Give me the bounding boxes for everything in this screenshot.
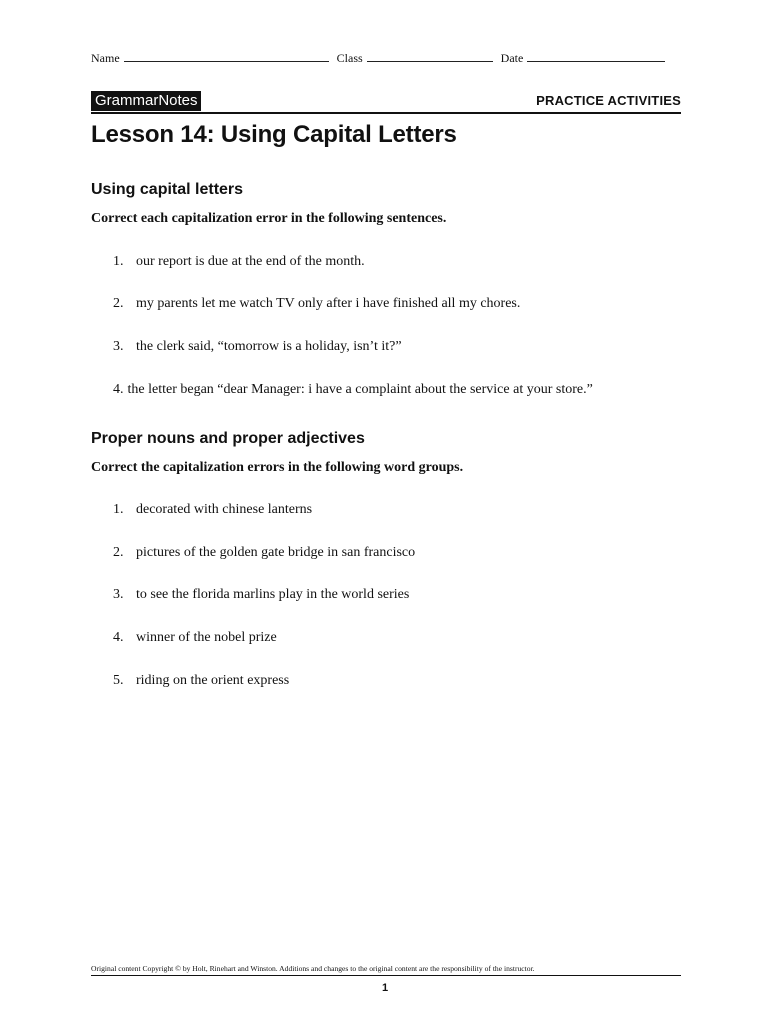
exercise-item (113, 254, 365, 270)
section-instruction: Correct each capitalization error in the following sentences. (91, 211, 447, 226)
section-instruction: Correct the capitalization errors in the following word groups. (91, 460, 464, 475)
exercise-item (113, 587, 409, 603)
grammar-notes-badge: GrammarNotes (91, 91, 201, 111)
student-info-row (91, 51, 681, 66)
item-number: 4. (113, 382, 124, 397)
exercise-item (113, 545, 415, 561)
exercise-item (113, 630, 277, 646)
item-number: 2. (113, 296, 124, 311)
page-number: 1 (381, 982, 389, 994)
item-text: to see the florida marlins play in the world series (136, 587, 410, 602)
section-heading-capital-letters: Using capital letters (91, 181, 244, 198)
item-number: 2. (113, 545, 124, 560)
item-number: 1. (113, 502, 124, 517)
item-number: 3. (113, 339, 124, 354)
item-text: riding on the orient express (136, 673, 290, 688)
header-bar (91, 90, 681, 114)
name-blank[interactable] (124, 51, 329, 62)
name-label: Name (91, 51, 120, 65)
item-text: the clerk said, “tomorrow is a holiday, isn’t it?” (136, 339, 402, 354)
date-blank[interactable] (527, 51, 665, 62)
class-blank[interactable] (367, 51, 493, 62)
practice-activities-label: PRACTICE ACTIVITIES (536, 93, 681, 108)
lesson-title: Lesson 14: Using Capital Letters (91, 121, 457, 148)
exercise-item (113, 673, 289, 689)
copyright-footer: Original content Copyright © by Holt, Rinehart and Winston. Additions and changes to the original content are the responsibility of the instructor. (91, 964, 681, 976)
date-label: Date (500, 51, 524, 65)
class-label: Class (336, 51, 363, 65)
item-text: decorated with chinese lanterns (136, 502, 313, 517)
exercise-item (113, 382, 593, 398)
section-heading-proper-nouns: Proper nouns and proper adjectives (91, 430, 365, 447)
item-text: winner of the nobel prize (136, 630, 277, 645)
exercise-item (113, 296, 520, 312)
exercise-item (113, 502, 312, 518)
item-number: 4. (113, 630, 124, 645)
item-text: our report is due at the end of the month. (136, 254, 365, 269)
item-text: pictures of the golden gate bridge in san francisco (136, 545, 416, 560)
item-text: my parents let me watch TV only after i have finished all my chores. (136, 296, 521, 311)
item-text: the letter began “dear Manager: i have a complaint about the service at your store.” (127, 382, 593, 397)
exercise-item (113, 339, 402, 355)
item-number: 3. (113, 587, 124, 602)
item-number: 1. (113, 254, 124, 269)
item-number: 5. (113, 673, 124, 688)
